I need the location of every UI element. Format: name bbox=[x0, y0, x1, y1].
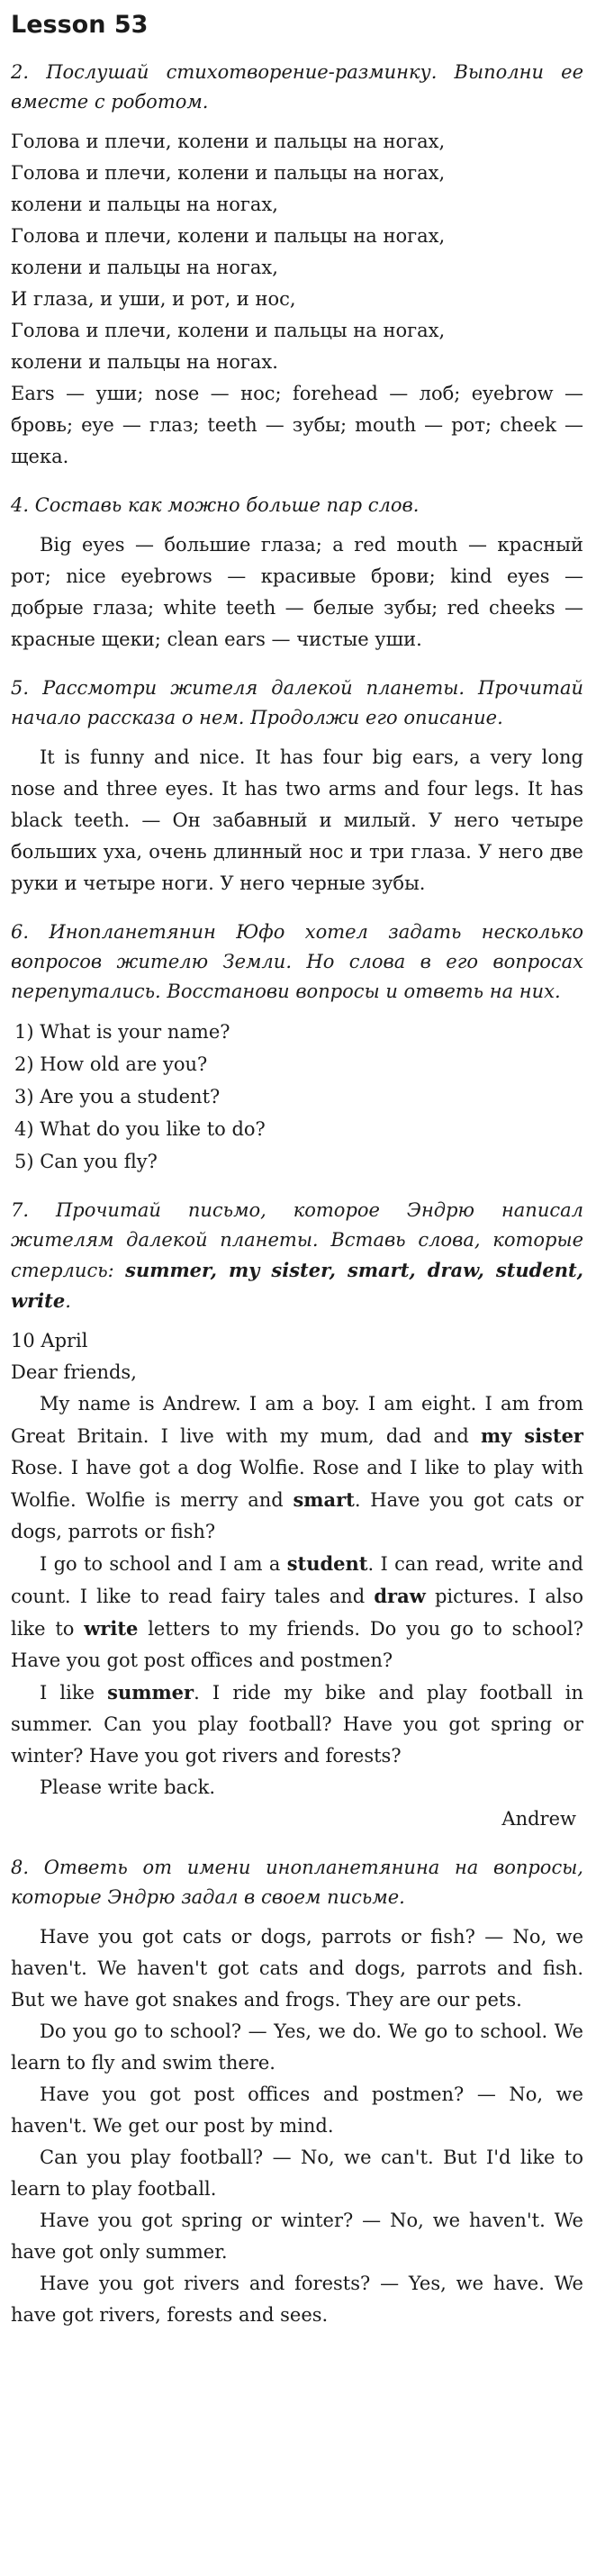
exercise-6 bbox=[11, 917, 583, 1178]
letter-text: . I ride my bike and play football in summer. Can you play football? Have you got spring or winter? Have you got rivers and forests? bbox=[11, 1682, 583, 1767]
letter-date: 10 April bbox=[11, 1330, 88, 1351]
letter-text: My name is Andrew. I am a boy. I am eight. I am from Great Britain. I live with my mum, dad and bbox=[11, 1393, 583, 1447]
exercise-5-task: 5. Рассмотри жителя далекой планеты. Прочитай начало рассказа о нем. Продолжи его описание. bbox=[11, 677, 583, 728]
question-item: 2) How old are you? bbox=[14, 1053, 208, 1075]
poem-line: Голова и плечи, колени и пальцы на ногах, bbox=[11, 320, 446, 341]
lesson-title: Lesson 53 bbox=[11, 11, 149, 39]
inserted-word: smart bbox=[293, 1488, 355, 1511]
poem-line: И глаза, и уши, и рот, и нос, bbox=[11, 288, 296, 310]
missing-words: summer, my sister, smart, draw, student, write bbox=[11, 1259, 583, 1312]
answer-paragraph: Have you got post offices and postmen? — No, we haven't. We get our post by mind. bbox=[11, 2083, 583, 2137]
task-text: 7. Прочитай письмо, которое Эндрю написал жителям далекой планеты. Вставь слова, которые стерлись: bbox=[11, 1199, 583, 1281]
letter-greeting: Dear friends, bbox=[11, 1361, 137, 1383]
exercise-4-answer: Big eyes — большие глаза; a red mouth — красный рот; nice eyebrows — красивые брови; kind eyes — добрые глаза; white teeth — белые зубы; red cheeks — красные щеки; clean ears — чистые уши. bbox=[11, 534, 583, 650]
vocabulary-list: Ears — уши; nose — нос; forehead — лоб; eyebrow — бровь; eye — глаз; teeth — зубы; mouth — рот; cheek — щека. bbox=[11, 383, 583, 467]
poem bbox=[11, 126, 583, 378]
letter-signature: Andrew bbox=[501, 1808, 576, 1830]
poem-line: колени и пальцы на ногах. bbox=[11, 351, 278, 373]
answer-paragraph: Have you got spring or winter? — No, we haven't. We have got only summer. bbox=[11, 2210, 583, 2263]
answer-paragraph: Can you play football? — No, we can't. But I'd like to learn to play football. bbox=[11, 2147, 583, 2200]
exercise-5 bbox=[11, 673, 583, 899]
question-item: 3) Are you a student? bbox=[14, 1086, 221, 1107]
letter-text: pictures. I also like to bbox=[11, 1586, 583, 1640]
exercise-8 bbox=[11, 1853, 583, 2331]
exercise-5-answer: It is funny and nice. It has four big ears, a very long nose and three eyes. It has two arms and four legs. It has black teeth. — Он забавный и милый. У него четыре больших уха, очень длинный нос и три глаза. У него две руки и четыре ноги. У него черные зубы. bbox=[11, 746, 583, 894]
inserted-word: summer bbox=[107, 1681, 194, 1704]
inserted-word: draw bbox=[374, 1585, 426, 1607]
answer-paragraph: Have you got rivers and forests? — Yes, we have. We have got rivers, forests and sees. bbox=[11, 2273, 583, 2326]
exercise-2 bbox=[11, 58, 583, 473]
answer-paragraph: Do you go to school? — Yes, we do. We go to school. We learn to fly and swim there. bbox=[11, 2020, 583, 2074]
letter-text: . I can read, write and count. I like to read fairy tales and bbox=[11, 1553, 584, 1607]
inserted-word: student bbox=[286, 1552, 368, 1575]
question-item: 5) Can you fly? bbox=[14, 1151, 158, 1172]
exercise-6-task: 6. Инопланетянин Юфо хотел задать несколько вопросов жителю Земли. Но слова в его вопросах перепутались. Восстанови вопросы и ответь на них. bbox=[11, 921, 583, 1002]
exercise-8-task: 8. Ответь от имени инопланетянина на вопросы, которые Эндрю задал в своем письме. bbox=[11, 1857, 583, 1908]
answer-paragraph: Have you got cats or dogs, parrots or fish? — No, we haven't. We haven't got cats and dogs, parrots and fish. But we have got snakes and frogs. They are our pets. bbox=[11, 1926, 583, 2011]
poem-line: Голова и плечи, колени и пальцы на ногах, bbox=[11, 131, 446, 152]
letter-paragraph bbox=[11, 1388, 583, 1548]
letter-text: letters to my friends. Do you go to school? Have you got post offices and postmen? bbox=[11, 1618, 583, 1671]
letter-text: . Have you got cats or dogs, parrots or fish? bbox=[11, 1489, 583, 1542]
letter-text: Rose. I have got a dog Wolfie. Rose and I like to play with Wolfie. Wolfie is merry and bbox=[11, 1457, 583, 1511]
exercise-7 bbox=[11, 1196, 583, 1835]
letter-closing: Please write back. bbox=[40, 1776, 216, 1798]
task-end: . bbox=[65, 1290, 71, 1312]
letter-text: I go to school and I am a bbox=[40, 1553, 287, 1575]
inserted-word: write bbox=[84, 1617, 139, 1640]
letter-text: I like bbox=[40, 1682, 108, 1704]
inserted-word: my sister bbox=[481, 1424, 583, 1447]
exercise-4 bbox=[11, 491, 583, 655]
letter-paragraph bbox=[11, 1677, 583, 1772]
letter-paragraph bbox=[11, 1548, 583, 1677]
exercise-2-task: 2. Послушай стихотворение-разминку. Выполни ее вместе с роботом. bbox=[11, 61, 583, 113]
poem-line: Голова и плечи, колени и пальцы на ногах, bbox=[11, 225, 446, 247]
exercise-7-task bbox=[11, 1196, 583, 1316]
poem-line: Голова и плечи, колени и пальцы на ногах, bbox=[11, 162, 446, 184]
poem-line: колени и пальцы на ногах, bbox=[11, 257, 278, 278]
exercise-4-task: 4. Составь как можно больше пар слов. bbox=[11, 494, 420, 516]
poem-line: колени и пальцы на ногах, bbox=[11, 194, 278, 215]
question-item: 4) What do you like to do? bbox=[14, 1118, 266, 1140]
question-item: 1) What is your name? bbox=[14, 1021, 230, 1043]
